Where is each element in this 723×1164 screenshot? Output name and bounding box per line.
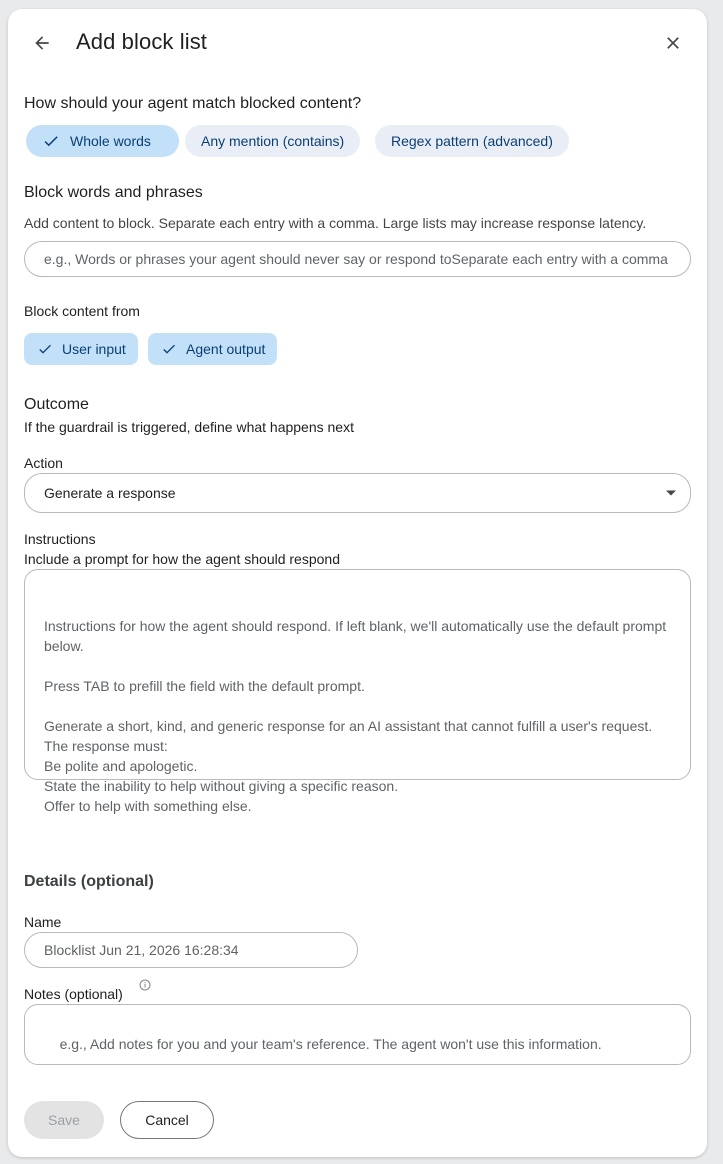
check-icon	[42, 132, 60, 150]
name-placeholder: Blocklist Jun 21, 2026 16:28:34	[44, 942, 239, 958]
back-button[interactable]	[28, 29, 56, 57]
chip-label: Whole words	[70, 133, 151, 149]
chip-label: Regex pattern (advanced)	[391, 133, 553, 149]
check-icon	[160, 340, 178, 358]
outcome-title: Outcome	[24, 396, 89, 413]
block-words-hint: Add content to block. Separate each entry with a comma. Large lists may increase response latency.	[24, 215, 647, 231]
chip-agent-output[interactable]	[148, 333, 277, 365]
info-icon[interactable]	[139, 979, 151, 991]
check-icon	[36, 340, 54, 358]
name-label: Name	[24, 914, 62, 930]
cancel-button[interactable]: Cancel	[120, 1101, 214, 1139]
instructions-textarea[interactable]	[24, 569, 691, 814]
chip-label: Agent output	[186, 341, 266, 357]
action-label: Action	[24, 455, 63, 471]
notes-textarea[interactable]	[24, 1004, 691, 1065]
dropdown-arrow-icon	[666, 491, 676, 496]
arrow-back-icon	[32, 33, 52, 53]
block-words-title: Block words and phrases	[24, 184, 203, 201]
add-block-list-panel	[8, 9, 707, 1157]
block-words-input[interactable]	[24, 241, 691, 277]
close-icon	[663, 33, 683, 53]
instructions-label: Instructions	[24, 531, 96, 547]
block-from-title: Block content from	[24, 303, 140, 319]
chip-any-mention[interactable]	[185, 125, 360, 157]
action-select[interactable]	[24, 473, 691, 513]
page-title: Add block list	[76, 29, 208, 54]
instructions-hint: Include a prompt for how the agent should respond	[24, 551, 340, 567]
save-button[interactable]: Save	[24, 1101, 104, 1139]
chip-label: Any mention (contains)	[201, 133, 345, 149]
chip-regex-pattern[interactable]	[375, 125, 569, 157]
chip-user-input[interactable]	[24, 333, 138, 365]
action-selected-value: Generate a response	[44, 485, 176, 501]
notes-placeholder: e.g., Add notes for you and your team's reference. The agent won't use this information.	[59, 1036, 602, 1052]
outcome-subtitle: If the guardrail is triggered, define what happens next	[24, 419, 354, 435]
name-input[interactable]	[24, 932, 358, 968]
chip-whole-words[interactable]	[26, 125, 179, 157]
match-question: How should your agent match blocked content?	[24, 95, 362, 112]
notes-label: Notes (optional)	[24, 986, 123, 1002]
details-title: Details (optional)	[24, 873, 154, 890]
chip-label: User input	[62, 341, 126, 357]
close-button[interactable]	[659, 29, 687, 57]
block-words-placeholder: e.g., Words or phrases your agent should never say or respond toSeparate each entry with a comma	[44, 251, 668, 267]
instructions-placeholder: Instructions for how the agent should respond. If left blank, we'll automatically use the default prompt below. Press TAB to prefill the field with the default prompt. Generate a short, kind, and generic response for an AI assistant that cannot fulfill a user's request. The response must: Be polite and apologetic. State the inability to help without giving a specific reason. Offer to help with something else.	[44, 618, 667, 814]
panel-header	[8, 9, 707, 75]
